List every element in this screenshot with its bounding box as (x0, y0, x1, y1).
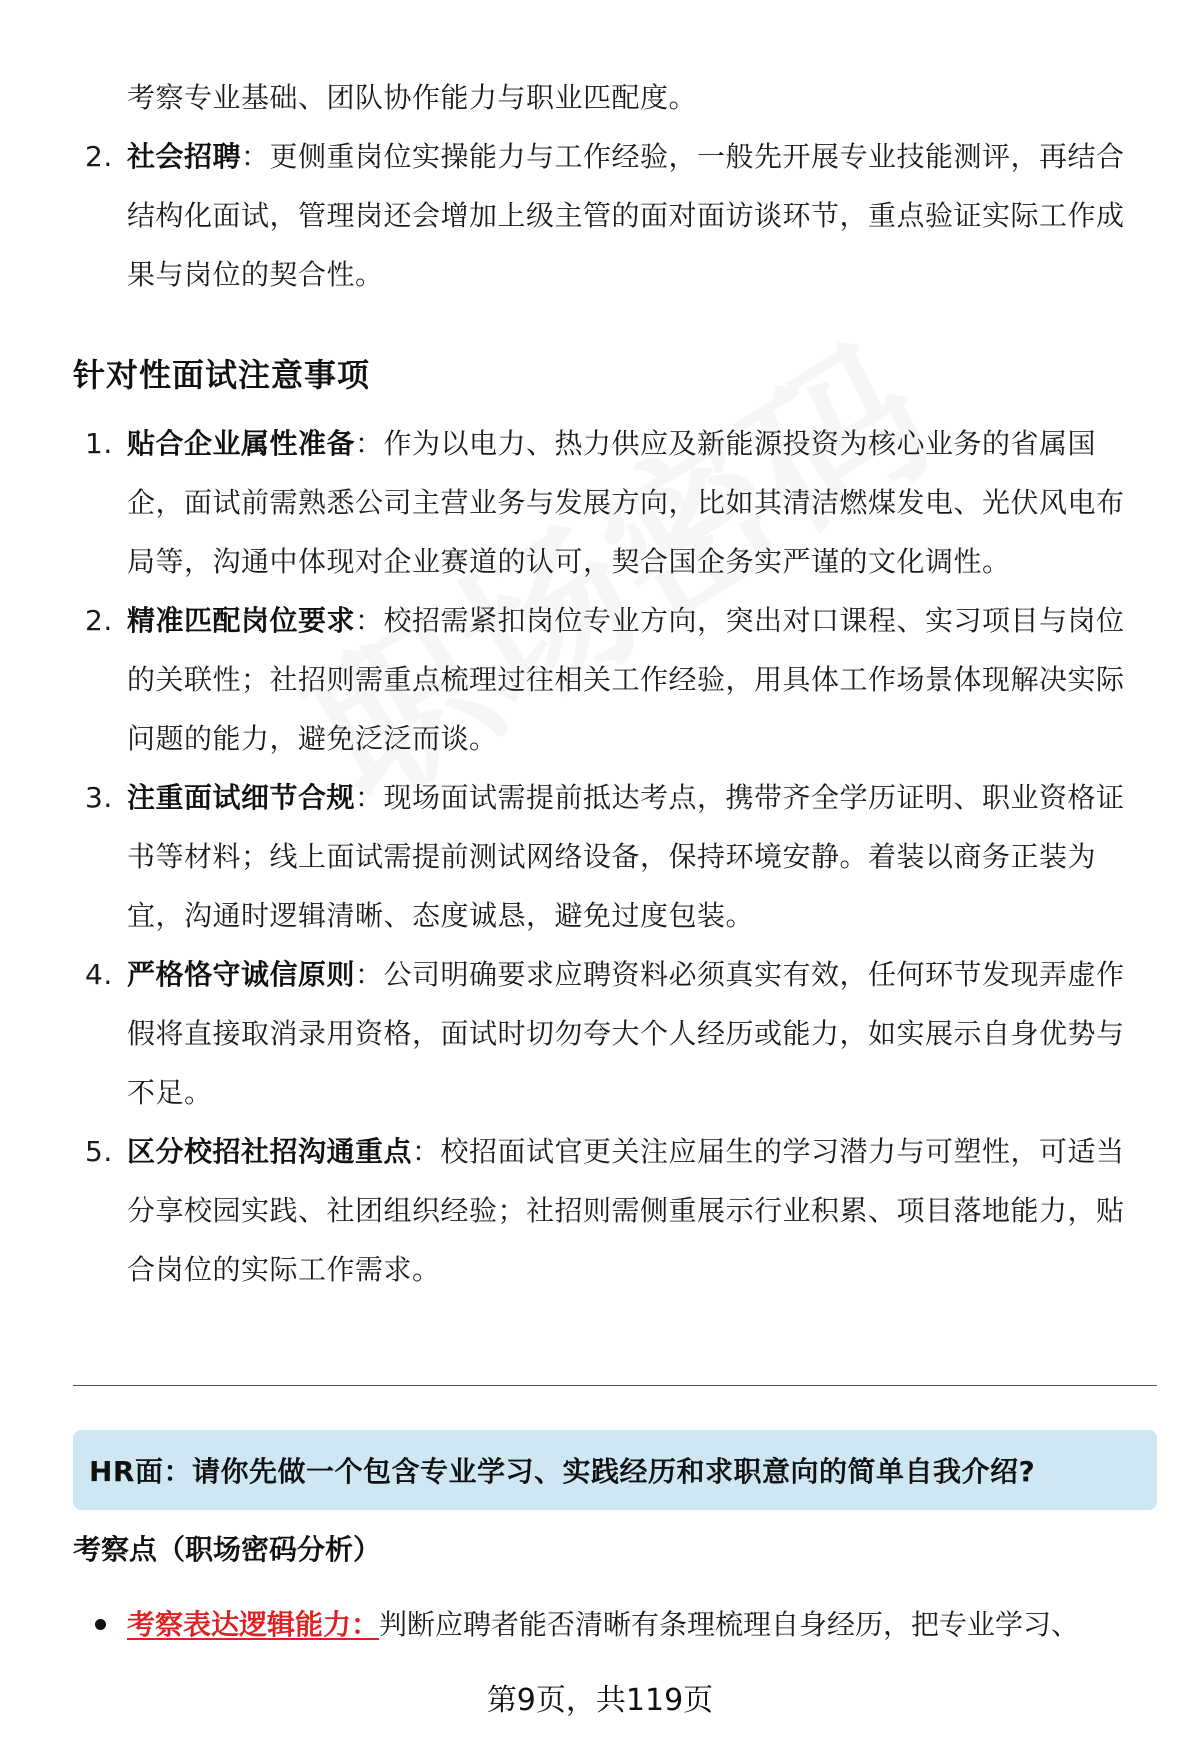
question-box (73, 1430, 1157, 1510)
list-item-title: 精准匹配岗位要求 (127, 604, 356, 637)
list-item (73, 945, 1143, 1122)
bullet-text (127, 1595, 1079, 1654)
list-item (73, 414, 1143, 591)
list-item-separator: ： (355, 781, 384, 814)
question-text: HR面：请你先做一个包含专业学习、实践经历和求职意向的简单自我介绍? (89, 1455, 1036, 1488)
recruitment-list (73, 127, 1143, 304)
bullet-body: 判断应聘者能否清晰有条理梳理自身经历，把专业学习、 (379, 1608, 1080, 1641)
list-item-separator: ： (355, 604, 384, 637)
list-item-separator: ： (355, 958, 384, 991)
list-item-title: 区分校招社招沟通重点 (127, 1135, 413, 1168)
list-item-number: 3. (85, 781, 113, 814)
list-item-title: 社会招聘 (127, 140, 242, 173)
analysis-heading: 考察点（职场密码分析） (73, 1533, 382, 1566)
list-item-number: 2. (85, 140, 113, 173)
list-item (73, 591, 1143, 768)
list-item-number: 4. (85, 958, 113, 991)
list-item-body: 现场面试需提前抵达考点，携带齐全学历证明、职业资格证书等材料；线上面试需提前测试网络设备，保持环境安静。着装以商务正装为宜，沟通时逻辑清晰、态度诚恳，避免过度包装。 (127, 781, 1125, 932)
list-item-title: 贴合企业属性准备 (127, 427, 356, 460)
list-item-body: 作为以电力、热力供应及新能源投资为核心业务的省属国企，面试前需熟悉公司主营业务与发展方向，比如其清洁燃煤发电、光伏风电布局等，沟通中体现对企业赛道的认可，契合国企务实严谨的文化调性。 (127, 427, 1125, 578)
list-item-number: 5. (85, 1135, 113, 1168)
list-item-title: 注重面试细节合规 (127, 781, 356, 814)
list-item (73, 768, 1143, 945)
list-item-number: 2. (85, 604, 113, 637)
list-item-body: 校招面试官更关注应届生的学习潜力与可塑性，可适当分享校园实践、社团组织经验；社招则需侧重展示行业积累、项目落地能力，贴合岗位的实际工作需求。 (127, 1135, 1125, 1286)
bullet-highlight-label: 考察表达逻辑能力： (127, 1608, 380, 1641)
list-item (73, 127, 1143, 304)
list-item-body: 校招需紧扣岗位专业方向，突出对口课程、实习项目与岗位的关联性；社招则需重点梳理过往相关工作经验，用具体工作场景体现解决实际问题的能力，避免泛泛而谈。 (127, 604, 1125, 755)
previous-item-continuation: 考察专业基础、团队协作能力与职业匹配度。 (127, 81, 698, 114)
section-divider (73, 1385, 1157, 1386)
interview-notes-list (73, 414, 1143, 1299)
bullet-dot-icon (95, 1619, 106, 1630)
list-item-separator: ： (412, 1135, 441, 1168)
section-heading: 针对性面试注意事项 (73, 356, 371, 394)
list-item-body: 更侧重岗位实操能力与工作经验，一般先开展专业技能测评，再结合结构化面试，管理岗还会增加上级主管的面对面访谈环节，重点验证实际工作成果与岗位的契合性。 (127, 140, 1125, 291)
list-item-title: 严格恪守诚信原则 (127, 958, 356, 991)
list-item-separator: ： (241, 140, 270, 173)
list-item-body: 公司明确要求应聘资料必须真实有效，任何环节发现弄虚作假将直接取消录用资格，面试时切勿夸大个人经历或能力，如实展示自身优势与不足。 (127, 958, 1125, 1109)
page-number: 第9页，共119页 (486, 1683, 714, 1718)
list-item (73, 1122, 1143, 1299)
list-item-separator: ： (355, 427, 384, 460)
list-item-number: 1. (85, 427, 113, 460)
